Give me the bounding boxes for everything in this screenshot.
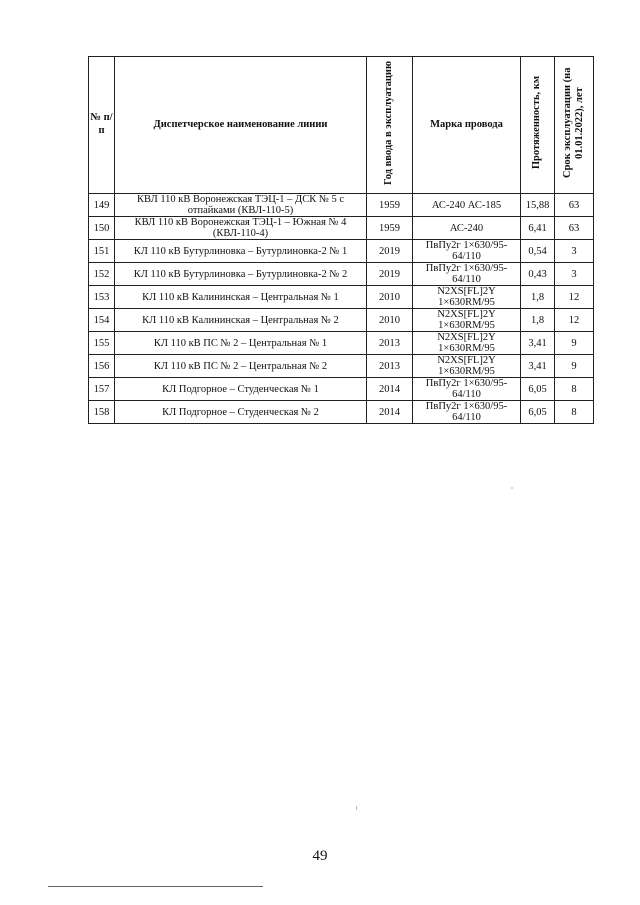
cell-mark: АС-240 <box>413 217 521 240</box>
cell-mark: N2XS[FL]2Y 1×630RM/95 <box>413 355 521 378</box>
table-row <box>89 309 594 332</box>
cell-length: 6,05 <box>521 401 555 424</box>
cell-length: 15,88 <box>521 194 555 217</box>
header-year-text: Год ввода в эксплуатацию <box>383 60 395 185</box>
cell-name: КЛ 110 кВ Калининская – Центральная № 2 <box>115 309 367 332</box>
cell-num: 153 <box>89 286 115 309</box>
cell-mark: N2XS[FL]2Y 1×630RM/95 <box>413 332 521 355</box>
cell-mark: N2XS[FL]2Y 1×630RM/95 <box>413 309 521 332</box>
table-row <box>89 355 594 378</box>
cell-length: 1,8 <box>521 309 555 332</box>
cell-length: 0,43 <box>521 263 555 286</box>
cell-num: 158 <box>89 401 115 424</box>
table-row <box>89 286 594 309</box>
cell-age: 3 <box>555 263 594 286</box>
cell-age: 63 <box>555 217 594 240</box>
cell-mark: ПвПу2г 1×630/95-64/110 <box>413 401 521 424</box>
header-age-text: Срок эксплуатации (на 01.01.2022), лет <box>561 67 585 178</box>
cell-name: КЛ 110 кВ ПС № 2 – Центральная № 2 <box>115 355 367 378</box>
table-row <box>89 194 594 217</box>
cell-length: 6,05 <box>521 378 555 401</box>
header-mark: Марка провода <box>413 57 521 194</box>
scan-tick <box>356 806 357 810</box>
cell-name: КЛ Подгорное – Студенческая № 2 <box>115 401 367 424</box>
header-year <box>367 57 413 194</box>
cell-name: КВЛ 110 кВ Воронежская ТЭЦ-1 – ДСК № 5 с отпайками (КВЛ-110-5) <box>115 194 367 217</box>
cell-age: 8 <box>555 401 594 424</box>
cell-age: 12 <box>555 286 594 309</box>
cell-year: 2019 <box>367 263 413 286</box>
cell-year: 2010 <box>367 286 413 309</box>
table-row <box>89 263 594 286</box>
cell-name: КЛ 110 кВ Бутурлиновка – Бутурлиновка-2 № 1 <box>115 240 367 263</box>
cell-year: 2014 <box>367 401 413 424</box>
cell-num: 152 <box>89 263 115 286</box>
header-name: Диспетчерское наименование линии <box>115 57 367 194</box>
cell-num: 157 <box>89 378 115 401</box>
cell-mark: АС-240 АС-185 <box>413 194 521 217</box>
table-row <box>89 240 594 263</box>
scan-edge-line <box>48 886 263 887</box>
cell-mark: ПвПу2г 1×630/95-64/110 <box>413 263 521 286</box>
cell-year: 2013 <box>367 332 413 355</box>
table-row <box>89 401 594 424</box>
cell-num: 156 <box>89 355 115 378</box>
cell-year: 1959 <box>367 217 413 240</box>
cell-age: 12 <box>555 309 594 332</box>
cell-name: КЛ 110 кВ ПС № 2 – Центральная № 1 <box>115 332 367 355</box>
cell-age: 8 <box>555 378 594 401</box>
cell-length: 6,41 <box>521 217 555 240</box>
cell-age: 9 <box>555 332 594 355</box>
cell-name: КЛ 110 кВ Бутурлиновка – Бутурлиновка-2 № 2 <box>115 263 367 286</box>
cell-year: 2014 <box>367 378 413 401</box>
cell-mark: ПвПу2г 1×630/95-64/110 <box>413 240 521 263</box>
cell-num: 151 <box>89 240 115 263</box>
cell-year: 2013 <box>367 355 413 378</box>
cell-length: 3,41 <box>521 332 555 355</box>
cell-length: 1,8 <box>521 286 555 309</box>
table-row <box>89 332 594 355</box>
table-header-row <box>89 57 594 194</box>
header-length-text: Протяженность, км <box>531 76 543 170</box>
cell-name: КЛ 110 кВ Калининская – Центральная № 1 <box>115 286 367 309</box>
cell-mark: N2XS[FL]2Y 1×630RM/95 <box>413 286 521 309</box>
cell-length: 3,41 <box>521 355 555 378</box>
cell-year: 2010 <box>367 309 413 332</box>
table-row <box>89 378 594 401</box>
cell-name: КЛ Подгорное – Студенческая № 1 <box>115 378 367 401</box>
header-num: № п/п <box>89 57 115 194</box>
header-length <box>521 57 555 194</box>
cell-num: 150 <box>89 217 115 240</box>
table-row <box>89 217 594 240</box>
cell-age: 3 <box>555 240 594 263</box>
scan-speck <box>511 487 513 489</box>
cell-num: 154 <box>89 309 115 332</box>
power-lines-table <box>88 56 594 424</box>
cell-num: 149 <box>89 194 115 217</box>
cell-name: КВЛ 110 кВ Воронежская ТЭЦ-1 – Южная № 4 (КВЛ-110-4) <box>115 217 367 240</box>
cell-mark: ПвПу2г 1×630/95-64/110 <box>413 378 521 401</box>
cell-year: 1959 <box>367 194 413 217</box>
page-number: 49 <box>312 848 328 864</box>
cell-num: 155 <box>89 332 115 355</box>
header-age <box>555 57 594 194</box>
cell-age: 9 <box>555 355 594 378</box>
cell-length: 0,54 <box>521 240 555 263</box>
cell-age: 63 <box>555 194 594 217</box>
cell-year: 2019 <box>367 240 413 263</box>
